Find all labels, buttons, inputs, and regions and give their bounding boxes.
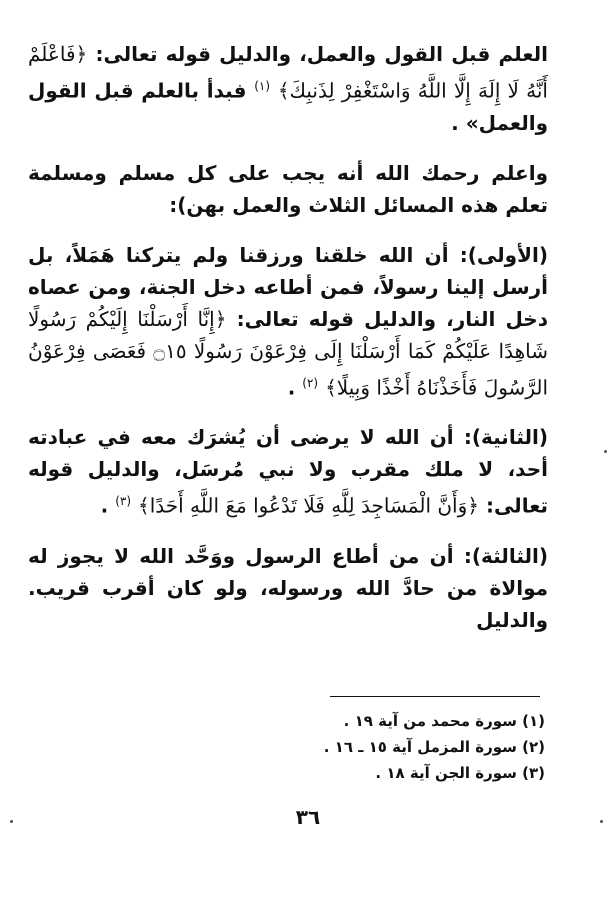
footnote-ref-3[interactable]: (٣): [115, 494, 132, 509]
third-text: أن من أطاع الرسول ووَحَّد الله لا يجوز له موالاة من حادَّ الله ورسوله، ولو كان أقرب قريب. والدليل: [28, 543, 548, 632]
footnote-ref-2[interactable]: (٢): [302, 375, 319, 390]
footnote-divider: [330, 696, 540, 697]
second-text: أن الله لا يرضى أن يُشرَك معه في عبادته أحد، لا ملك مقرب ولا نبي مُرسَل، والدليل قوله تعالى:: [28, 425, 548, 518]
footnotes: [300, 708, 545, 786]
first-label: (الأولى):: [459, 242, 548, 267]
page-body: [28, 38, 548, 654]
second-tail: .: [100, 493, 109, 518]
footnote-3: (٣) سورة الجن آية ١٨ .: [375, 764, 545, 782]
scan-speck: [10, 820, 13, 823]
scan-speck: [604, 450, 607, 453]
paragraph-second: [28, 421, 548, 522]
intro-tail: فبدأ بالعلم قبل القول والعمل» .: [28, 78, 548, 135]
scan-speck: [600, 820, 603, 823]
second-label: (الثانية):: [463, 425, 548, 450]
quran-verse-1: ﴿فَاعْلَمْ أَنَّهُ لَا إِلَهَ إِلَّا اللَّهُ وَاسْتَغْفِرْ لِذَنبِكَ﴾: [28, 42, 548, 103]
footnote-1: (١) سورة محمد من آية ١٩ .: [343, 712, 545, 730]
paragraph-intro: [28, 38, 548, 139]
footnote-ref-1[interactable]: (١): [254, 79, 271, 93]
first-tail: .: [287, 375, 296, 400]
first-text: أن الله خلقنا ورزقنا ولم يتركنا هَمَلاً، بل أرسل إلينا رسولاً، فمن أطاعه دخل الجنة، ومن عصاه دخل النار، والدليل قوله تعالى:: [28, 242, 548, 331]
paragraph-know: [28, 157, 548, 221]
page-number: ٣٦: [295, 805, 321, 829]
footnote-2: (٢) سورة المزمل آية ١٥ ـ ١٦ .: [323, 738, 545, 756]
paragraph-first: [28, 239, 548, 404]
paragraph-third: [28, 540, 548, 636]
quran-verse-2: ﴿إِنَّا أَرْسَلْنَا إِلَيْكُمْ رَسُولًا شَاهِدًا عَلَيْكُمْ كَمَا أَرْسَلْنَا إِلَى فِرْعَوْنَ رَسُولًا ۝١٥ فَعَصَى فِرْعَوْنُ الرَّسُولَ فَأَخَذْنَاهُ أَخْذًا وَبِيلًا﴾: [28, 306, 548, 400]
third-label: (الثالثة):: [463, 543, 548, 568]
know-text: واعلم رحمك الله أنه يجب على كل مسلم ومسلمة تعلم هذه المسائل الثلاث والعمل بهن):: [28, 160, 548, 217]
quran-verse-3: ﴿وَأَنَّ الْمَسَاجِدَ لِلَّهِ فَلَا تَدْعُوا مَعَ اللَّهِ أَحَدًا﴾: [137, 493, 479, 518]
intro-text: العلم قبل القول والعمل، والدليل قوله تعالى:: [87, 42, 548, 66]
